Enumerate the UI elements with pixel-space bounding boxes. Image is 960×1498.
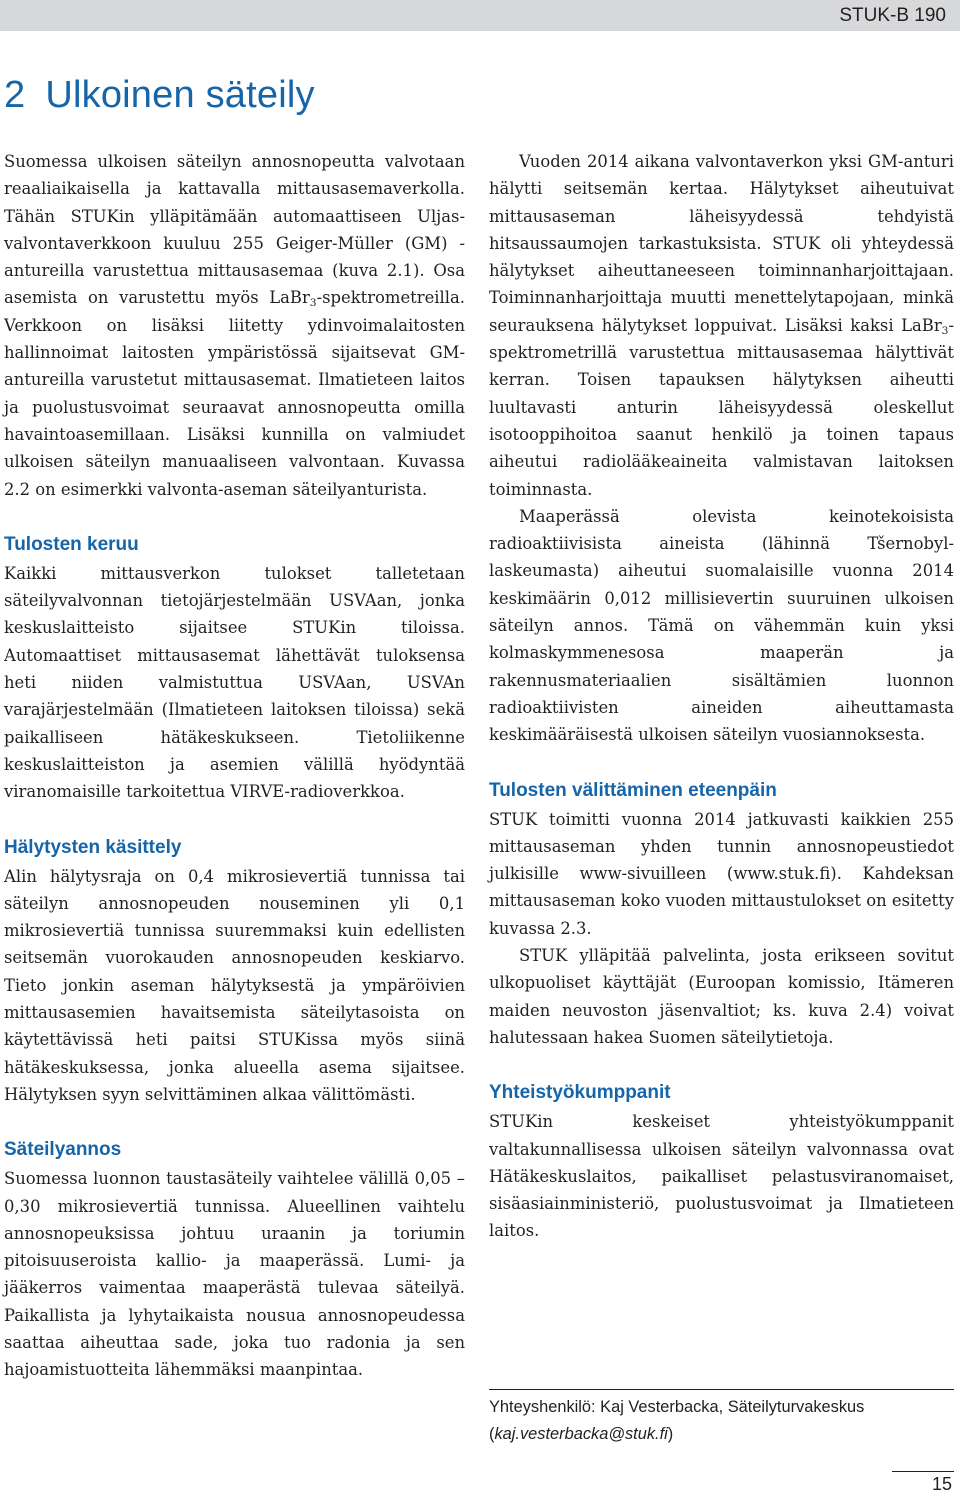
- right-column: [489, 148, 954, 1245]
- section-heading-yhteistyokumppanit: Yhteistyökumppanit: [489, 1082, 671, 1104]
- footer-rule: [892, 1471, 954, 1472]
- contact-person: [489, 1389, 954, 1449]
- subscript: 3: [309, 296, 317, 310]
- intro-text-b: -spektrometreilla. Verkkoon on lisäksi liitetty ydinvoimalaitosten hallinnoimat laitosten ympäristössä sijaitsevat GM-antureilla varustetut mittausasemat. Ilmatieteen laitos ja puolustusvoimat seuraavat annosnopeutta omilla havaintoasemillaan. Lisäksi kunnilla on valmiudet ulkoisen säteilyn manuaaliseen valvontaan. Kuvassa 2.2 on esimerkki valvonta-aseman säteilyanturista.: [4, 288, 465, 499]
- publication-id: STUK-B 190: [839, 5, 946, 26]
- section-heading-sateilyannos: Säteilyannos: [4, 1139, 122, 1161]
- section-heading-tulosten-keruu: Tulosten keruu: [4, 533, 139, 555]
- section-paragraph: Alin hälytysraja on 0,4 mikrosievertiä tunnissa tai säteilyn annosnopeuden nouseminen yli 0,1 mikrosievertiä tunnissa suuremmaksi kuin edellisten seitsemän vuorokauden annosnopeuden keskiarvo. Tieto jonkin aseman hälytyksestä ja ympäröivien mittausasemien havaitsemista säteilytasoista on käytettävissä heti paitsi STUKissa myös siinä hätäkeskuksessa, jonka alueella asema sijaitsee. Hälytyksen syyn selvittäminen alkaa välittömästi.: [4, 866, 465, 1104]
- section-paragraph: STUKin keskeiset yhteistyökumppanit valtakunnallisessa ulkoisen säteilyn valvonnassa ovat Hätäkeskuslaitos, paikalliset pelastusviranomaiset, sisäasiainministeriö, puolustusvoimat ja Ilmatieteen laitos.: [489, 1112, 954, 1241]
- section-paragraph: Kaikki mittausverkon tulokset talletetaan säteilyvalvonnan tietojärjestelmään USVAan, jonka keskuslaitteisto sijaitsee STUKin tiloissa. Automaattiset mittausasemat lähettävät tuloksensa heti niiden valmistuttua USVAan, USVAn varajärjestelmään (Ilmatieteen laitoksen tiloissa) sekä paikalliseen hätäkeskukseen. Tietoliikenne keskuslaitteiston ja asemien välillä hyödyntää viranomaisille tarkoitettua VIRVE-radioverkkoa.: [4, 563, 465, 802]
- left-column: [4, 148, 465, 1384]
- alarms-paragraph: [489, 148, 954, 503]
- page-number: 15: [931, 1474, 952, 1494]
- contact-label: Yhteyshenkilö: Kaj Vesterbacka, Säteilyturvakeskus (: [489, 1398, 865, 1444]
- intro-paragraph: [4, 148, 465, 503]
- alarms-text-b: -spektrometrillä varustettua mittausasemaa hälyttivät kerran. Toisen tapauksen hälytyksen aiheutti luultavasti anturin läheisyydessä oleskellut isotooppihoitoa saanut henkilö ja toinen tapaus aiheutui radiolääkeaineita valmistavan laitoksen toiminnasta.: [489, 315, 954, 499]
- chapter-title: [4, 74, 315, 117]
- chapter-number: 2: [4, 74, 26, 116]
- section-heading-halytysten-kasittely: Hälytysten käsittely: [4, 836, 182, 858]
- contact-email[interactable]: kaj.vesterbacka@stuk.fi: [494, 1425, 668, 1444]
- contact-suffix: ): [667, 1425, 674, 1444]
- section-paragraph: STUK toimitti vuonna 2014 jatkuvasti kaikkien 255 mittausaseman yhden tunnin annosnopeustiedot julkisille www-sivuilleen (www.stuk.fi). Kahdeksan mittausaseman koko vuoden mittaustulokset on esitetty kuvassa 2.3.: [489, 809, 954, 938]
- section-paragraph: Suomessa luonnon taustasäteily vaihtelee välillä 0,05 – 0,30 mikrosievertiä tunnissa. Alueellinen vaihtelu annosnopeuksissa johtuu uraanin ja toriumin pitoisuuseroista kallio- ja maaperässä. Lumi- ja jääkerros vaimentaa maaperästä tulevaa säteilyä. Paikallista ja lyhytaikaista nousua annosnopeudessa saattaa aiheuttaa sade, joka tuo radonia ja sen hajoamistuotteita lähemmäksi maanpintaa.: [4, 1169, 465, 1380]
- alarms-text-a: Vuoden 2014 aikana valvontaverkon yksi GM-anturi hälytti seitsemän kertaa. Hälytykset aiheutuivat mittausaseman läheisyydessä tehdyistä hitsaussaumojen tarkastuksista. STUK oli yhteydessä hälytykset aiheuttaneeseen toiminnanharjoittajaan. Toiminnanharjoittaja muutti menettelytapojaan, minkä seurauksena hälytykset loppuivat. Lisäksi kaksi LaBr: [489, 152, 954, 335]
- section-paragraph: STUK ylläpitää palvelinta, josta erikseen sovitut ulkopuoliset käyttäjät (Euroopan komissio, Itämeren maiden neuvoston jäsenvaltiot; ks. kuva 2.4) voivat halutessaan hakea Suomen säteilytietoja.: [489, 946, 954, 1047]
- section-heading-tulosten-valittaminen: Tulosten välittäminen eteenpäin: [489, 779, 777, 801]
- dose-paragraph: Maaperässä olevista keinotekoisista radioaktiivisista aineista (lähinnä Tšernobyl-laskeumasta) aiheutui suomalaisille vuonna 2014 keskimäärin 0,012 millisievertin suuruinen ulkoisen säteilyn annos. Tämä on vähemmän kuin yksi kolmaskymmenesosa maaperän ja rakennusmateriaalien sisältämien luonnon radioaktiivisten aineiden aiheuttamasta keskimääräisestä ulkoisen säteilyn vuosiannoksesta.: [489, 506, 954, 745]
- chapter-title-text: Ulkoinen säteily: [45, 74, 315, 116]
- subscript: 3: [941, 323, 949, 337]
- running-header: [0, 0, 960, 31]
- intro-text-a: Suomessa ulkoisen säteilyn annosnopeutta valvotaan reaaliaikaisella ja kattavalla mittausasemaverkolla. Tähän STUKin ylläpitämään automaattiseen Uljas-valvontaverkkoon kuuluu 255 Geiger-Müller (GM) -antureilla varustettua mittausasemaa (kuva 2.1). Osa asemista on varustettu myös LaBr: [4, 152, 465, 308]
